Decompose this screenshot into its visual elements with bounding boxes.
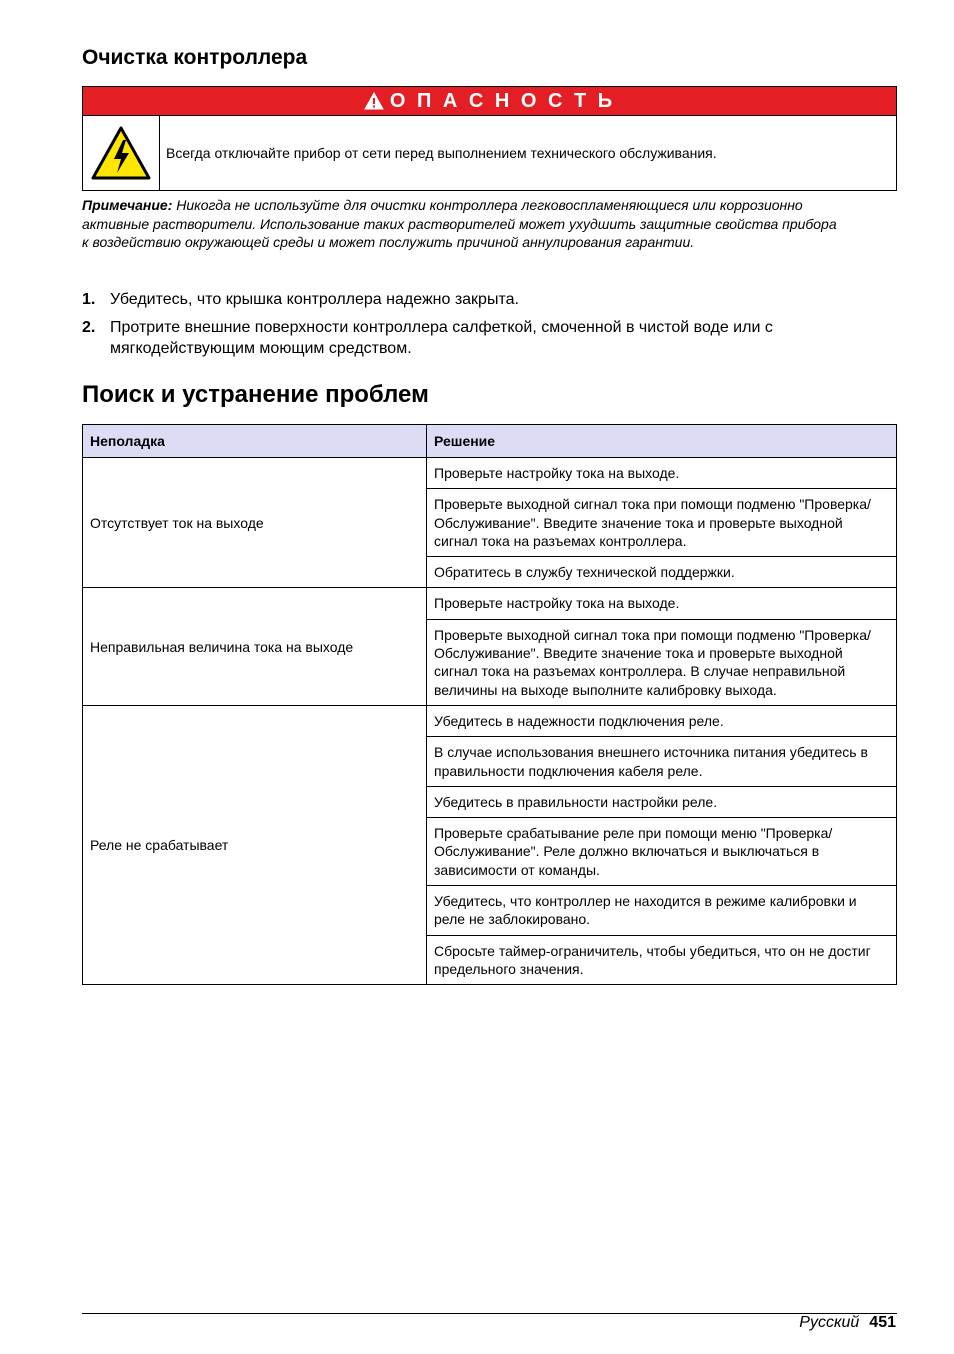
solution-cell: Обратитесь в службу технической поддержки. [427,557,897,588]
solution-cell: Проверьте настройку тока на выходе. [427,588,897,619]
footer-language: Русский [799,1314,860,1331]
footer [799,1314,896,1332]
table-row [83,458,897,489]
solution-cell: Убедитесь в правильности настройки реле. [427,786,897,817]
note [82,196,842,252]
step-number: 2. [82,319,96,336]
problem-cell: Неправильная величина тока на выходе [83,588,427,705]
step-text: Убедитесь, что крышка контроллера надежно закрыта. [110,291,519,308]
header-problem: Неполадка [83,425,427,458]
solution-cell: Сбросьте таймер-ограничитель, чтобы убедиться, что он не достиг предельного значения. [427,935,897,985]
table-row [83,705,897,736]
note-label: Примечание: [82,197,173,213]
solution-cell: Убедитесь в надежности подключения реле. [427,705,897,736]
step [82,289,892,310]
troubleshooting-table [82,424,897,985]
danger-text: Всегда отключайте прибор от сети перед выполнением технического обслуживания. [166,145,717,161]
solution-cell: Убедитесь, что контроллер не находится в режиме калибровки и реле не заблокировано. [427,886,897,936]
solution-cell: Проверьте выходной сигнал тока при помощи подменю "Проверка/Обслуживание". Введите значение тока и проверьте выходной сигнал тока на разъемах контроллера. В случае неправильной величины на выходе выполните калибровку выхода. [427,619,897,705]
danger-header [83,87,896,116]
warning-triangle-icon [364,92,384,110]
problem-cell: Отсутствует ток на выходе [83,458,427,588]
footer-divider [82,1313,897,1314]
cleaning-steps [82,289,892,366]
problem-cell: Реле не срабатывает [83,705,427,984]
section-title-cleaning: Очистка контроллера [82,46,308,69]
table-row [83,588,897,619]
page-number: 451 [869,1314,896,1331]
note-text: Никогда не используйте для очистки контроллера легковоспламеняющиеся или коррозионно активные растворители. Использование таких растворителей может ухудшить защитные свойства прибора к воздействию окружающей среды и может послужить причиной аннулирования гарантии. [82,197,837,250]
danger-box [82,86,897,191]
solution-cell: Проверьте настройку тока на выходе. [427,458,897,489]
step-text: Протрите внешние поверхности контроллера салфеткой, смоченной в чистой воде или с мягкодействующим моющим средством. [110,319,773,357]
danger-label: О П А С Н О С Т Ь [389,89,616,112]
electric-shock-warning-icon [83,116,160,190]
step-number: 1. [82,291,96,308]
step [82,317,892,359]
solution-cell: Проверьте выходной сигнал тока при помощи подменю "Проверка/Обслуживание". Введите значение тока и проверьте выходной сигнал тока на разъемах контроллера. [427,489,897,557]
header-solution: Решение [427,425,897,458]
solution-cell: Проверьте срабатывание реле при помощи меню "Проверка/Обслуживание". Реле должно включаться и выключаться в зависимости от команды. [427,818,897,886]
solution-cell: В случае использования внешнего источника питания убедитесь в правильности подключения кабеля реле. [427,737,897,787]
section-title-troubleshooting: Поиск и устранение проблем [82,381,429,408]
